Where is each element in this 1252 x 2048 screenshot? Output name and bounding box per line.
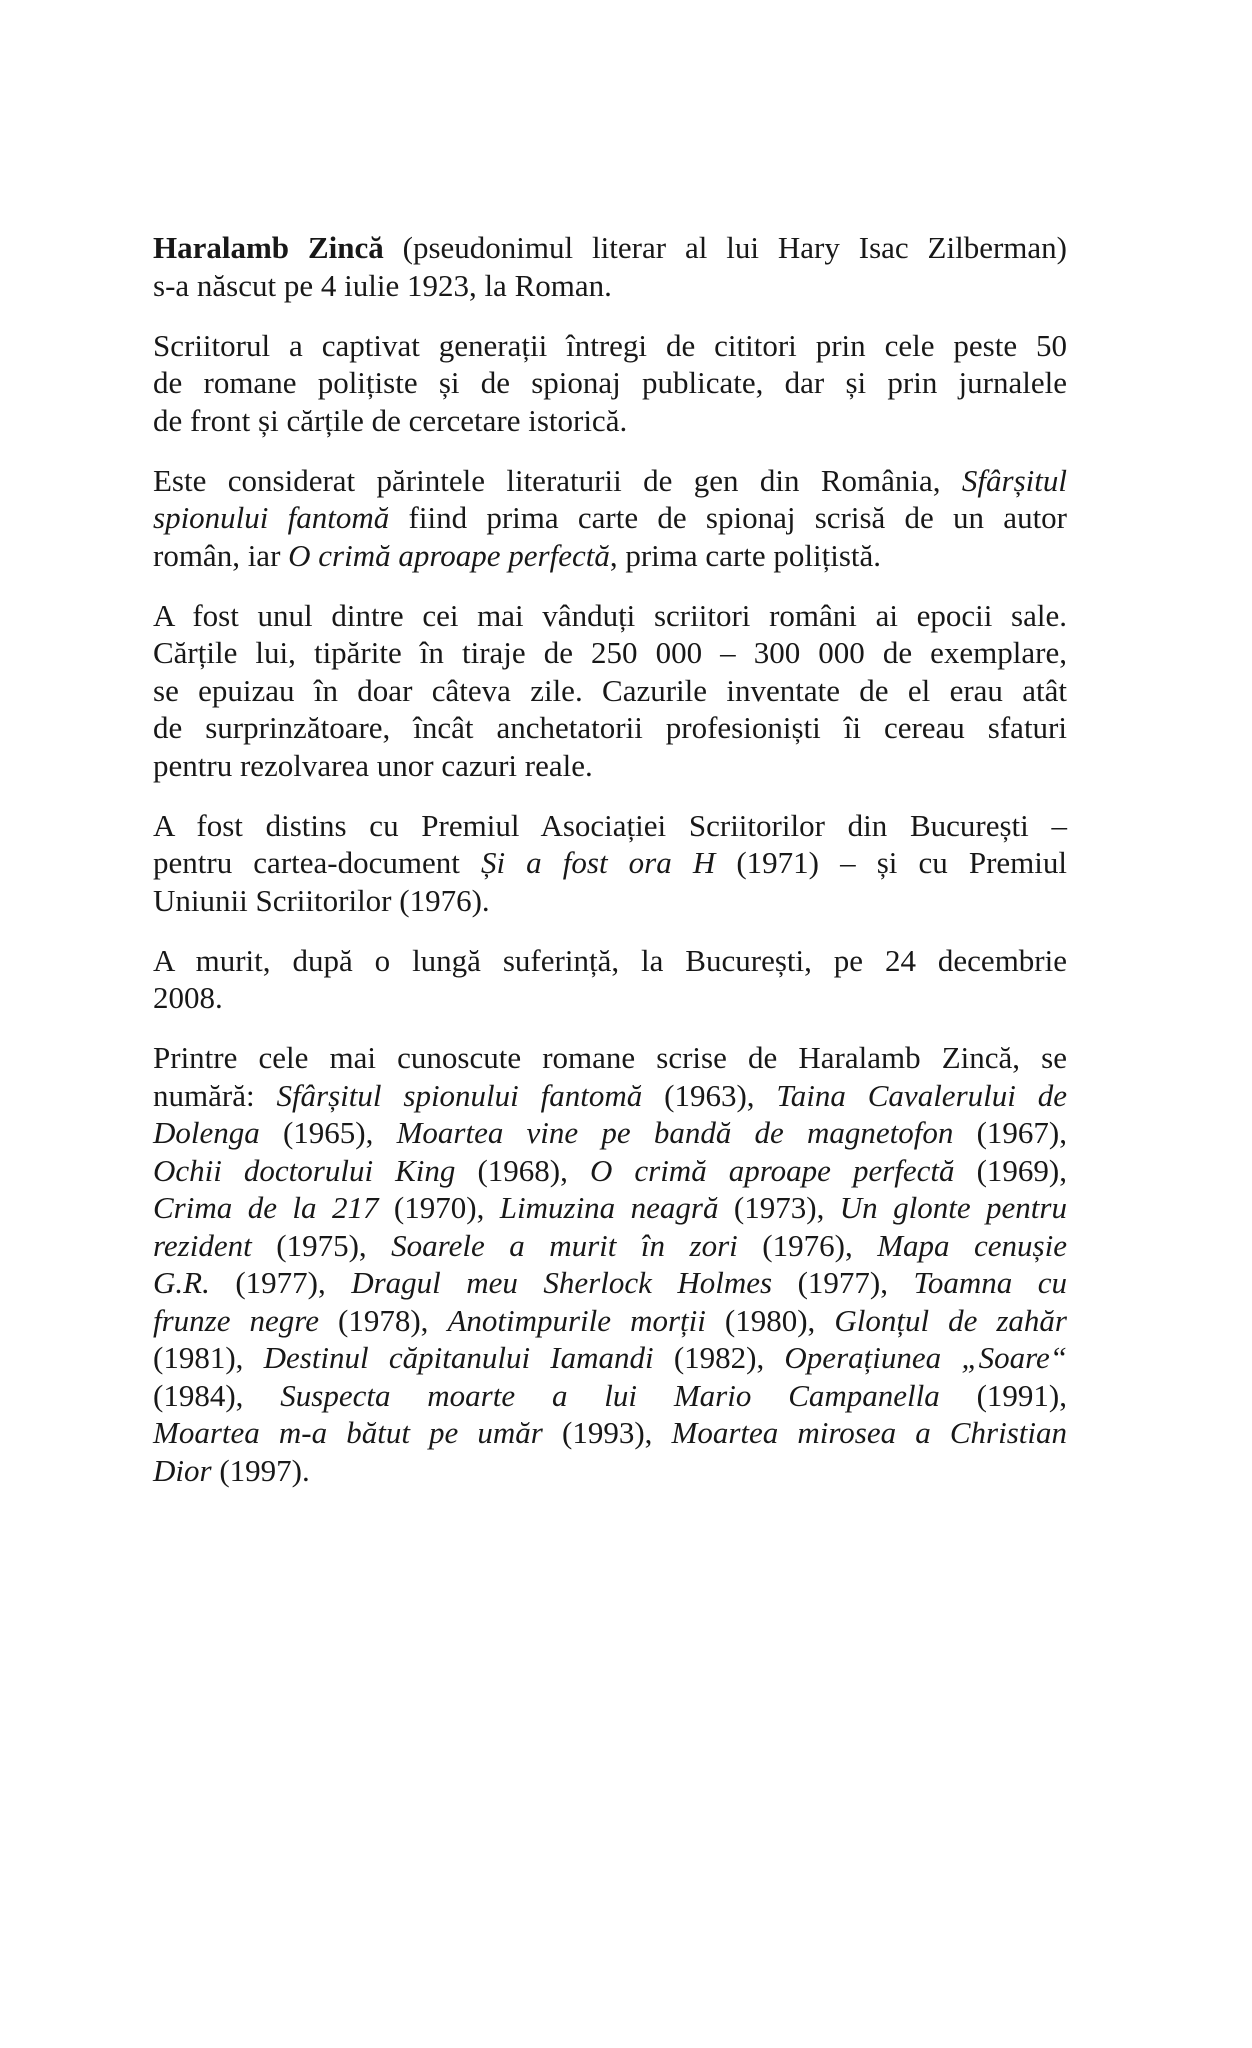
italic-title: Dolenga	[153, 1115, 260, 1150]
body-text: , prima carte polițistă.	[609, 537, 882, 573]
body-text: Uniunii Scriitorilor (1976).	[153, 882, 490, 918]
italic-title: Toamna cu	[913, 1265, 1068, 1300]
body-text: de front și cărțile de cercetare istorică.	[153, 402, 628, 438]
italic-title: Glonțul de zahăr	[834, 1302, 1067, 1338]
italic-title: Dior	[153, 1452, 212, 1488]
body-text: Scriitorul a captivat generații întregi de cititori prin cele peste 50	[153, 327, 1067, 363]
text-line	[153, 229, 1067, 267]
body-text: Printre cele mai cunoscute romane scrise de Haralamb Zincă, se	[153, 1040, 1067, 1075]
italic-title: Taina Cavalerului de	[776, 1077, 1067, 1113]
body-text: Este considerat părintele literaturii de gen din România,	[153, 462, 962, 498]
body-text: (1981),	[153, 1340, 264, 1375]
body-text: pentru rezolvarea unor cazuri reale.	[153, 747, 593, 783]
italic-title: Operațiunea „Soare“	[784, 1340, 1067, 1375]
text-line	[153, 1264, 1067, 1302]
body-text: 2008.	[153, 980, 223, 1015]
italic-title: Moartea mirosea a Christian	[671, 1415, 1068, 1450]
body-text: (1976),	[737, 1227, 878, 1263]
text-line	[153, 747, 1067, 785]
text-line	[153, 1302, 1067, 1340]
italic-title: O crimă aproape perfectă	[288, 537, 610, 573]
paragraph	[153, 942, 1067, 1017]
body-text: (1991),	[939, 1377, 1068, 1413]
body-text: fiind prima carte de spionaj scrisă de un autor	[389, 500, 1068, 535]
text-line	[153, 1452, 1067, 1490]
italic-title: Suspecta moarte a lui Mario Campanella	[280, 1377, 940, 1413]
body-text: s-a născut pe 4 iulie 1923, la Roman.	[153, 267, 612, 303]
paragraph	[153, 327, 1067, 440]
text-line	[153, 882, 1067, 920]
body-text: (1977),	[772, 1265, 914, 1300]
text-line	[153, 1227, 1067, 1265]
text-line	[153, 942, 1067, 980]
body-text: (1984),	[153, 1377, 281, 1413]
text-line	[153, 1189, 1067, 1227]
body-text: A fost distins cu Premiul Asociației Scriitorilor din București –	[153, 807, 1067, 843]
italic-title: Anotimpurile morții	[447, 1302, 706, 1338]
paragraph	[153, 807, 1067, 920]
text-block	[153, 229, 1067, 1489]
body-text: român, iar	[153, 537, 289, 573]
body-text: A fost unul dintre cei mai vânduți scriitori români ai epocii sale.	[153, 597, 1067, 633]
body-text: (1963),	[642, 1077, 777, 1113]
body-text: (1970),	[378, 1190, 500, 1225]
paragraph	[153, 462, 1067, 575]
italic-title: Ochii doctorului King	[153, 1152, 456, 1188]
text-line	[153, 537, 1067, 575]
text-line	[153, 1339, 1067, 1377]
body-text: (1997).	[211, 1452, 310, 1488]
italic-title: Sfârșitul	[961, 462, 1067, 498]
italic-title: Moartea m-a bătut pe umăr	[153, 1415, 543, 1450]
body-text: de romane polițiste și de spionaj publicate, dar și prin jurnalele	[153, 365, 1067, 400]
italic-title: O crimă aproape perfectă	[589, 1152, 955, 1188]
text-line	[153, 672, 1067, 710]
bold-text: Haralamb Zincă	[153, 230, 384, 265]
body-text: (1980),	[705, 1302, 835, 1338]
body-text: se epuizau în doar câteva zile. Cazurile inventate de el erau atât	[153, 672, 1067, 708]
body-text: (1982),	[653, 1340, 785, 1375]
body-text: numără:	[153, 1077, 277, 1113]
body-text: (1969),	[954, 1152, 1067, 1188]
italic-title: rezident	[153, 1227, 252, 1263]
body-text: A murit, după o lungă suferință, la București, pe 24 decembrie	[153, 942, 1067, 978]
text-line	[153, 402, 1067, 440]
body-text: (1977),	[209, 1265, 352, 1300]
italic-title: Mapa cenușie	[877, 1227, 1067, 1263]
text-line	[153, 364, 1067, 402]
italic-title: Dragul meu Sherlock Holmes	[351, 1265, 773, 1300]
body-text: (pseudonimul literar al lui Hary Isac Zilberman)	[383, 230, 1067, 265]
body-text: (1965),	[259, 1115, 397, 1150]
body-text: de surprinzătoare, încât anchetatorii profesioniști îi cereau sfaturi	[153, 710, 1067, 745]
text-line	[153, 979, 1067, 1017]
text-line	[153, 1377, 1067, 1415]
text-line	[153, 462, 1067, 500]
italic-title: G.R.	[153, 1265, 210, 1300]
text-line	[153, 634, 1067, 672]
italic-title: Destinul căpitanului Iamandi	[263, 1340, 654, 1375]
paragraph	[153, 597, 1067, 785]
text-line	[153, 807, 1067, 845]
body-text: (1967),	[953, 1115, 1067, 1150]
italic-title: Sfârșitul spionului fantomă	[276, 1077, 643, 1113]
text-line	[153, 1077, 1067, 1115]
body-text: (1978),	[318, 1302, 448, 1338]
paragraph	[153, 229, 1067, 304]
italic-title: Soarele a murit în zori	[391, 1227, 738, 1263]
text-line	[153, 1414, 1067, 1452]
italic-title: frunze negre	[153, 1302, 319, 1338]
text-line	[153, 267, 1067, 305]
body-text: (1971) – și cu Premiul	[715, 845, 1067, 880]
body-text: pentru cartea-document	[153, 845, 481, 880]
italic-title: Un glonte pentru	[839, 1190, 1067, 1225]
italic-title: spionului fantomă	[153, 500, 390, 535]
italic-title: Și a fost ora H	[480, 845, 716, 880]
text-line	[153, 327, 1067, 365]
text-line	[153, 1152, 1067, 1190]
body-text: (1993),	[542, 1415, 672, 1450]
italic-title: Limuzina neagră	[499, 1190, 719, 1225]
text-line	[153, 844, 1067, 882]
body-text: (1975),	[251, 1227, 392, 1263]
italic-title: Crima de la 217	[153, 1190, 379, 1225]
body-text: (1973),	[718, 1190, 840, 1225]
paragraph	[153, 1039, 1067, 1489]
text-line	[153, 597, 1067, 635]
text-line	[153, 1114, 1067, 1152]
text-line	[153, 1039, 1067, 1077]
body-text: Cărțile lui, tipărite în tiraje de 250 000 – 300 000 de exemplare,	[153, 635, 1067, 670]
text-line	[153, 709, 1067, 747]
italic-title: Moartea vine pe bandă de magnetofon	[396, 1115, 954, 1150]
text-line	[153, 499, 1067, 537]
body-text: (1968),	[455, 1152, 590, 1188]
